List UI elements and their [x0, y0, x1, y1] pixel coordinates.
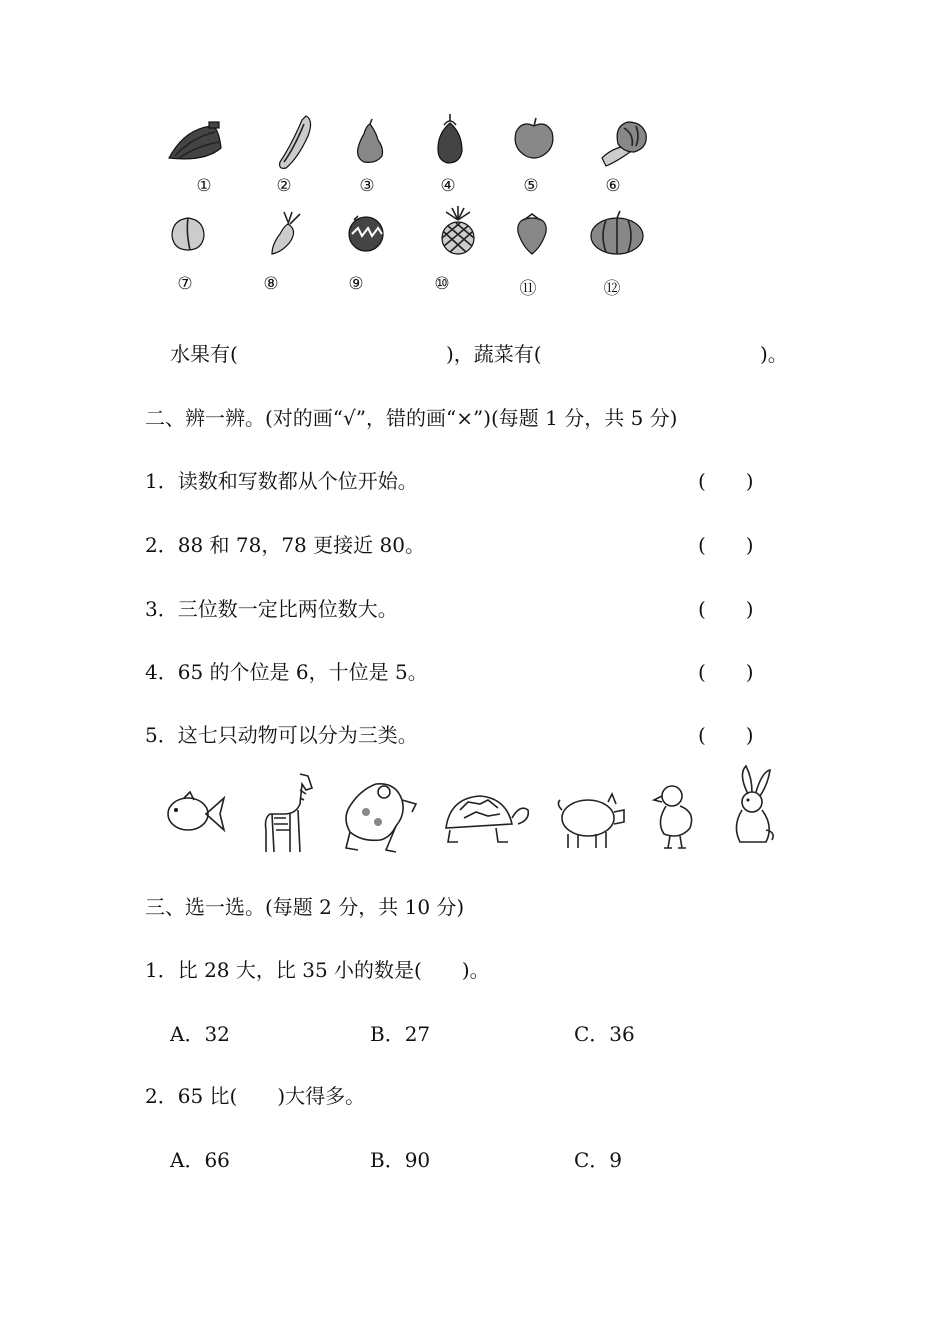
eggplant-icon: [434, 113, 466, 165]
item-label-4: ④: [440, 176, 456, 196]
item-label-8: ⑧: [263, 274, 279, 294]
s2-answer-2[interactable]: ( ): [698, 533, 754, 557]
fruit-label: 水果有(: [170, 342, 238, 366]
s2-question-4: 4．65 的个位是 6，十位是 5。: [145, 660, 428, 684]
banana-icon: [165, 118, 227, 168]
s3-q2-option-b[interactable]: B．90: [370, 1148, 431, 1172]
s3-q1-option-b[interactable]: B．27: [370, 1022, 431, 1046]
radish-icon: [266, 208, 306, 256]
zebra-icon: [256, 770, 318, 856]
section2-title: 二、辨一辨。(对的画“√”，错的画“×”)(每题 1 分，共 5 分): [145, 406, 678, 430]
item-label-12: ⑫: [603, 279, 621, 299]
pear-icon: [354, 118, 386, 164]
item-label-2: ②: [276, 176, 292, 196]
item-label-11: ⑪: [519, 279, 537, 299]
turtle-icon: [440, 790, 532, 850]
pig-icon: [554, 790, 628, 852]
item-label-5: ⑤: [523, 176, 539, 196]
cucumber-icon: [272, 112, 316, 172]
section3-title: 三、选一选。(每题 2 分，共 10 分): [145, 895, 465, 919]
s2-question-2: 2．88 和 78，78 更接近 80。: [145, 533, 425, 557]
item-label-1: ①: [196, 176, 212, 196]
chick-icon: [650, 782, 698, 850]
classify-end: )。: [760, 342, 788, 366]
item-label-10: ⑩: [434, 274, 450, 294]
s2-answer-4[interactable]: ( ): [698, 660, 754, 684]
fish-icon: [164, 790, 228, 838]
item-label-3: ③: [359, 176, 375, 196]
s2-answer-1[interactable]: ( ): [698, 469, 754, 493]
s2-question-5: 5．这七只动物可以分为三类。: [145, 723, 418, 747]
item-label-7: ⑦: [177, 274, 193, 294]
s3-q1-option-c[interactable]: C．36: [574, 1022, 635, 1046]
rabbit-icon: [724, 764, 776, 852]
s3-question-1: 1．比 28 大，比 35 小的数是( )。: [145, 958, 490, 982]
item-label-9: ⑨: [348, 274, 364, 294]
watermelon-icon: [344, 210, 388, 254]
s3-q2-option-a[interactable]: A．66: [170, 1148, 230, 1172]
s3-q1-option-a[interactable]: A．32: [170, 1022, 230, 1046]
s3-question-2: 2．65 比( )大得多。: [145, 1084, 366, 1108]
strawberry-icon: [514, 210, 550, 256]
s2-question-3: 3．三位数一定比两位数大。: [145, 597, 398, 621]
pumpkin-icon: [588, 210, 646, 256]
item-label-6: ⑥: [605, 176, 621, 196]
frog-icon: [336, 778, 420, 856]
peach-icon: [168, 210, 208, 252]
s3-q2-option-c[interactable]: C．9: [574, 1148, 623, 1172]
cabbage-icon: [596, 118, 650, 168]
apple-icon: [512, 116, 556, 160]
s2-question-1: 1．读数和写数都从个位开始。: [145, 469, 418, 493]
veg-label: )，蔬菜有(: [446, 342, 542, 366]
pineapple-icon: [436, 206, 480, 256]
s2-answer-3[interactable]: ( ): [698, 597, 754, 621]
s2-answer-5[interactable]: ( ): [698, 723, 754, 747]
